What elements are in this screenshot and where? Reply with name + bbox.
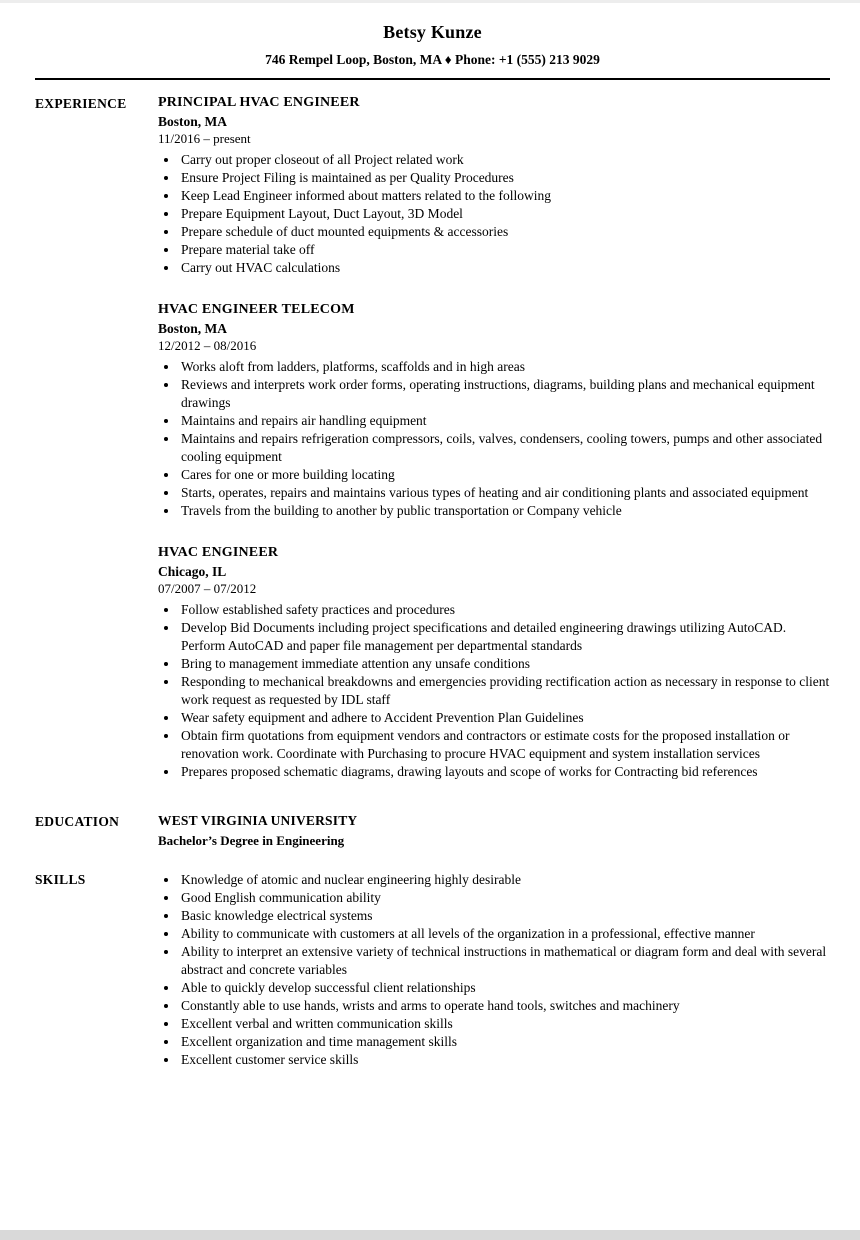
job-title: HVAC ENGINEER TELECOM: [158, 302, 355, 317]
bullet-item: • Follow established safety practices and procedures: [179, 601, 830, 619]
bullet-item: • Develop Bid Documents including project specifications and detailed engineering drawings utilizing AutoCAD. Perform AutoCAD and paper file management per departmental standards: [179, 619, 830, 655]
job-title: PRINCIPAL HVAC ENGINEER: [158, 95, 360, 110]
bullet-item: • Carry out HVAC calculations: [179, 259, 830, 277]
candidate-name: Betsy Kunze: [383, 22, 482, 42]
bullet-item: • Reviews and interprets work order forms, operating instructions, diagrams, building plans and mechanical equipment drawings: [179, 376, 830, 412]
bullet-item: • Maintains and repairs refrigeration compressors, coils, valves, condensers, cooling towers, pumps and other associated cooling equipment: [179, 430, 830, 466]
job-location: Chicago, IL: [158, 564, 227, 579]
education-content: [158, 813, 830, 849]
education-school: WEST VIRGINIA UNIVERSITY: [158, 813, 358, 828]
skill-item: • Excellent customer service skills: [179, 1051, 830, 1069]
contact-line: 746 Rempel Loop, Boston, MA ♦ Phone: +1 (555) 213 9029: [265, 52, 600, 67]
bullet-item: • Ensure Project Filing is maintained as per Quality Procedures: [179, 169, 830, 187]
skills-section: [35, 871, 830, 1069]
job-bullets: [158, 151, 830, 277]
job-location: Boston, MA: [158, 321, 228, 336]
bullet-item: • Prepares proposed schematic diagrams, drawing layouts and scope of works for Contracting bid references: [179, 763, 830, 781]
bullet-item: • Cares for one or more building locating: [179, 466, 830, 484]
bullet-item: • Keep Lead Engineer informed about matters related to the following: [179, 187, 830, 205]
skill-item: • Constantly able to use hands, wrists and arms to operate hand tools, switches and machinery: [179, 997, 830, 1015]
bullet-item: • Obtain firm quotations from equipment vendors and contractors or estimate costs for the proposed installation or renovation work. Coordinate with Purchasing to procure HVAC equipment and system installation services: [179, 727, 830, 763]
viewport-top-edge: [0, 0, 860, 3]
skill-item: • Ability to communicate with customers at all levels of the organization in a professional, effective manner: [179, 925, 830, 943]
resume-header: [35, 22, 830, 80]
job-entry: [158, 95, 830, 277]
bullet-item: • Responding to mechanical breakdowns and emergencies providing rectification action as necessary in response to client work request as requested by IDL staff: [179, 673, 830, 709]
section-label-skills: SKILLS: [35, 872, 86, 887]
skills-content: [158, 871, 830, 1069]
bullet-item: • Travels from the building to another by public transportation or Company vehicle: [179, 502, 830, 520]
bullet-item: • Carry out proper closeout of all Project related work: [179, 151, 830, 169]
header-divider: [35, 78, 830, 80]
bullet-item: • Prepare material take off: [179, 241, 830, 259]
section-label-education: EDUCATION: [35, 814, 120, 829]
job-dates: 07/2007 – 07/2012: [158, 581, 257, 596]
section-label-experience: EXPERIENCE: [35, 96, 127, 111]
job-title: HVAC ENGINEER: [158, 545, 279, 560]
bullet-item: • Prepare schedule of duct mounted equipments & accessories: [179, 223, 830, 241]
education-degree: Bachelor’s Degree in Engineering: [158, 833, 345, 848]
job-dates: 11/2016 – present: [158, 131, 251, 146]
viewport-bottom-edge: [0, 1230, 860, 1240]
job-entry: [158, 545, 830, 781]
bullet-item: • Starts, operates, repairs and maintains various types of heating and air conditioning plants and associated equipment: [179, 484, 830, 502]
bullet-item: • Prepare Equipment Layout, Duct Layout, 3D Model: [179, 205, 830, 223]
education-section: [35, 813, 830, 849]
skill-item: • Excellent verbal and written communication skills: [179, 1015, 830, 1033]
bullet-item: • Wear safety equipment and adhere to Accident Prevention Plan Guidelines: [179, 709, 830, 727]
job-location: Boston, MA: [158, 114, 228, 129]
skill-item: • Good English communication ability: [179, 889, 830, 907]
skill-item: • Able to quickly develop successful client relationships: [179, 979, 830, 997]
skill-item: • Ability to interpret an extensive variety of technical instructions in mathematical or diagram form and deal with several abstract and concrete variables: [179, 943, 830, 979]
skills-list: [158, 871, 830, 1069]
bullet-item: • Bring to management immediate attention any unsafe conditions: [179, 655, 830, 673]
bullet-item: • Works aloft from ladders, platforms, scaffolds and in high areas: [179, 358, 830, 376]
job-dates: 12/2012 – 08/2016: [158, 338, 257, 353]
experience-content: [158, 95, 830, 781]
job-bullets: [158, 601, 830, 781]
skill-item: • Knowledge of atomic and nuclear engineering highly desirable: [179, 871, 830, 889]
bullet-item: • Maintains and repairs air handling equipment: [179, 412, 830, 430]
skill-item: • Excellent organization and time management skills: [179, 1033, 830, 1051]
experience-section: [35, 95, 830, 781]
skill-item: • Basic knowledge electrical systems: [179, 907, 830, 925]
job-bullets: [158, 358, 830, 520]
job-entry: [158, 302, 830, 520]
